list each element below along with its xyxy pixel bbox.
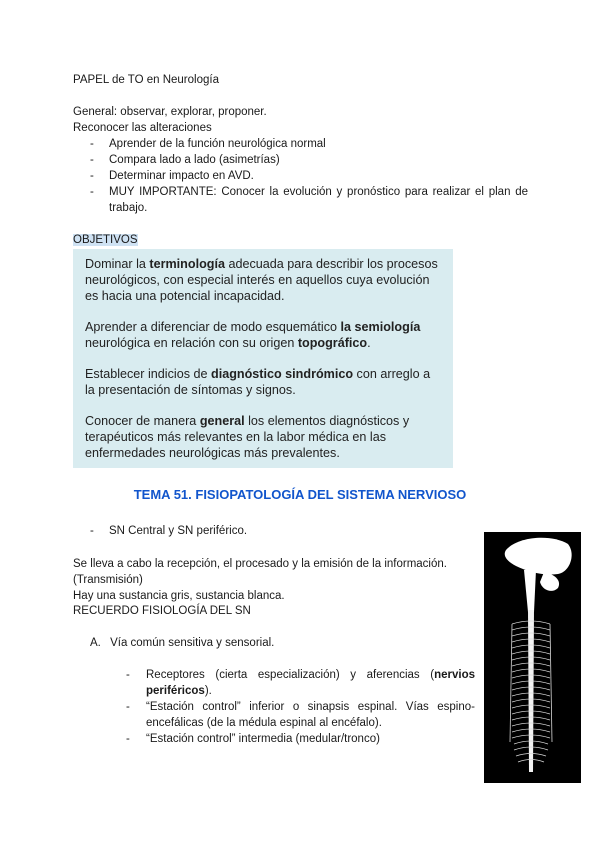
list-item: - Determinar impacto en AVD. — [73, 168, 528, 184]
body-line: Se lleva a cabo la recepción, el procesado y la emisión de la información. — [73, 558, 447, 570]
sub-list — [126, 667, 475, 747]
list-item: - Receptores (cierta especialización) y aferencias (nervios periféricos). — [126, 667, 475, 699]
objectives-box — [73, 249, 453, 468]
objective-paragraph: Dominar la terminología adecuada para describir los procesos neurológicos, con especial interés en aquellos cuya evolución es hacia una potencial incapacidad. — [85, 257, 438, 303]
list-item: - Aprender de la función neurológica normal — [73, 136, 528, 152]
list-item: - “Estación control” inferior o sinapsis espinal. Vías espino-encefálicas (de la médula espinal al encéfalo). — [126, 699, 475, 731]
list-item: - MUY IMPORTANTE: Conocer la evolución y pronóstico para realizar el plan de trabajo. — [73, 184, 528, 216]
page-heading: PAPEL de TO en Neurología — [73, 74, 219, 86]
tema-title: TEMA 51. FISIOPATOLOGÍA DEL SISTEMA NERVIOSO — [133, 487, 467, 502]
sn-list — [73, 523, 373, 539]
body-line: Hay una sustancia gris, sustancia blanca. — [73, 590, 285, 602]
objective-paragraph: Aprender a diferenciar de modo esquemático la semiología neurológica en relación con su origen topográfico. — [85, 320, 421, 350]
list-item: - Compara lado a lado (asimetrías) — [73, 152, 528, 168]
spinal-cord-illustration — [484, 532, 581, 783]
section-a-text: Vía común sensitiva y sensorial. — [110, 637, 275, 649]
general-line: General: observar, explorar, proponer. — [73, 106, 267, 118]
reconocer-list — [73, 136, 528, 216]
section-a — [90, 635, 274, 651]
objective-paragraph: Establecer indicios de diagnóstico sindrómico con arreglo a la presentación de síntomas y signos. — [85, 367, 431, 397]
objetivos-label — [73, 232, 138, 248]
list-item: - SN Central y SN periférico. — [73, 523, 373, 539]
objetivos-highlight: OBJETIVOS — [73, 234, 138, 246]
section-a-letter: A. — [90, 637, 101, 649]
body-line: RECUERDO FISIOLOGÍA DEL SN — [73, 605, 251, 617]
spinal-cord-drawing — [484, 532, 581, 783]
reconocer-line: Reconocer las alteraciones — [73, 122, 212, 134]
objective-paragraph: Conocer de manera general los elementos diagnósticos y terapéuticos más relevantes en la labor médica en las enfermedades neurológicas más prevalentes. — [85, 414, 410, 460]
body-line: (Transmisión) — [73, 574, 143, 586]
list-item: - “Estación control” intermedia (medular/tronco) — [126, 731, 475, 747]
